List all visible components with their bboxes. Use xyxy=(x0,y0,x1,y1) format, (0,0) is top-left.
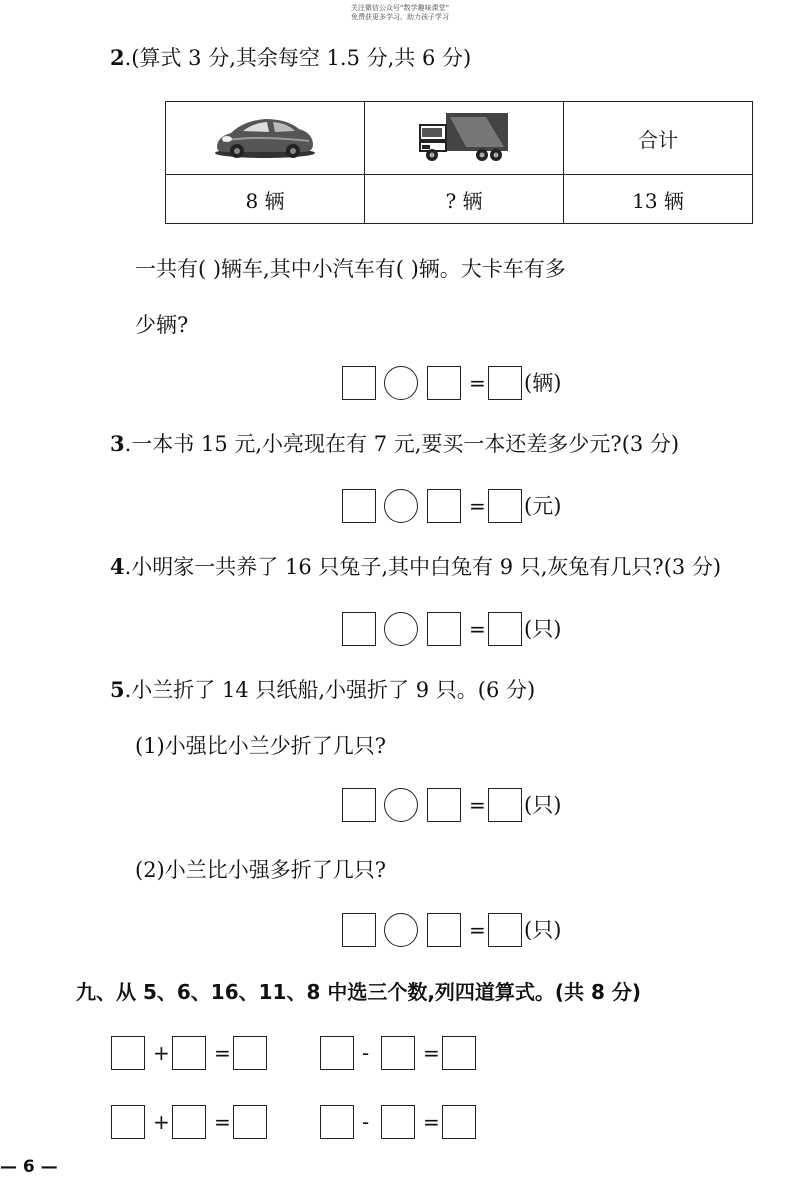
answer-box[interactable] xyxy=(427,913,461,947)
watermark-line-2: 免费获更多学习、助力孩子学习 xyxy=(351,13,449,21)
operator-circle[interactable] xyxy=(384,612,418,646)
equals-sign: = xyxy=(469,617,486,641)
equals-sign: = xyxy=(469,371,486,395)
answer-box[interactable] xyxy=(342,366,376,400)
watermark xyxy=(0,4,800,22)
answer-box[interactable] xyxy=(442,1105,476,1139)
section-9-row-1 xyxy=(0,1036,800,1070)
truck-count-cell: ? 辆 xyxy=(365,175,564,224)
answer-box[interactable] xyxy=(320,1036,354,1070)
q5-sub-1: (1)小强比小兰少折了几只? xyxy=(135,734,387,758)
q5-2-unit: (只) xyxy=(524,918,562,942)
answer-box[interactable] xyxy=(111,1036,145,1070)
q2-equation-row xyxy=(0,366,800,400)
answer-box[interactable] xyxy=(427,366,461,400)
answer-box[interactable] xyxy=(342,788,376,822)
answer-box[interactable] xyxy=(488,612,522,646)
q5-text xyxy=(110,676,535,704)
q3-equation-row xyxy=(0,489,800,523)
answer-box[interactable] xyxy=(488,913,522,947)
equals-sign: = xyxy=(423,1110,440,1134)
answer-box[interactable] xyxy=(488,366,522,400)
minus-sign: - xyxy=(362,1041,370,1065)
q3-number: 3 xyxy=(110,431,125,456)
q2-heading-text: .(算式 3 分,其余每空 1.5 分,共 6 分) xyxy=(124,46,472,70)
q3-unit: (元) xyxy=(524,494,562,518)
answer-box[interactable] xyxy=(342,913,376,947)
car-cell xyxy=(166,102,365,175)
q5-body: .小兰折了 14 只纸船,小强折了 9 只。(6 分) xyxy=(124,678,536,702)
equals-sign: = xyxy=(469,793,486,817)
answer-box[interactable] xyxy=(342,489,376,523)
q5-2-equation-row xyxy=(0,913,800,947)
answer-box[interactable] xyxy=(427,489,461,523)
total-header-cell: 合计 xyxy=(564,102,753,175)
answer-box[interactable] xyxy=(111,1105,145,1139)
answer-box[interactable] xyxy=(172,1105,206,1139)
answer-box[interactable] xyxy=(320,1105,354,1139)
equals-sign: = xyxy=(469,494,486,518)
answer-box[interactable] xyxy=(488,489,522,523)
q2-number: 2 xyxy=(110,45,125,70)
equals-sign: = xyxy=(214,1110,231,1134)
truck-image xyxy=(416,109,512,163)
q3-body: .一本书 15 元,小亮现在有 7 元,要买一本还差多少元?(3 分) xyxy=(124,432,680,456)
equals-sign: = xyxy=(423,1041,440,1065)
section-9-heading: 九、从 5、6、16、11、8 中选三个数,列四道算式。(共 8 分) xyxy=(76,980,642,1004)
answer-box[interactable] xyxy=(427,788,461,822)
q4-equation-row xyxy=(0,612,800,646)
equals-sign: = xyxy=(214,1041,231,1065)
vehicle-table xyxy=(165,101,753,224)
operator-circle[interactable] xyxy=(384,913,418,947)
plus-sign: + xyxy=(153,1110,170,1134)
minus-sign: - xyxy=(362,1110,370,1134)
q2-heading xyxy=(110,44,471,72)
q2-line-1: 一共有( )辆车,其中小汽车有( )辆。大卡车有多 xyxy=(135,257,566,281)
q5-1-unit: (只) xyxy=(524,793,562,817)
q3-text xyxy=(110,430,679,458)
q5-sub-2: (2)小兰比小强多折了几只? xyxy=(135,858,387,882)
answer-box[interactable] xyxy=(488,788,522,822)
q4-unit: (只) xyxy=(524,617,562,641)
q4-number: 4 xyxy=(110,554,125,579)
equals-sign: = xyxy=(469,918,486,942)
operator-circle[interactable] xyxy=(384,788,418,822)
watermark-line-1: 关注微信公众号“数学趣味课堂” xyxy=(350,4,450,12)
car-image xyxy=(213,111,317,161)
q5-1-equation-row xyxy=(0,788,800,822)
plus-sign: + xyxy=(153,1041,170,1065)
page-number: — 6 — xyxy=(0,1157,58,1177)
operator-circle[interactable] xyxy=(384,366,418,400)
answer-box[interactable] xyxy=(233,1036,267,1070)
answer-box[interactable] xyxy=(172,1036,206,1070)
answer-box[interactable] xyxy=(442,1036,476,1070)
q4-text xyxy=(110,553,721,581)
q5-number: 5 xyxy=(110,677,125,702)
q2-line-2: 少辆? xyxy=(135,313,189,337)
operator-circle[interactable] xyxy=(384,489,418,523)
answer-box[interactable] xyxy=(233,1105,267,1139)
answer-box[interactable] xyxy=(381,1036,415,1070)
answer-box[interactable] xyxy=(427,612,461,646)
section-9-row-2 xyxy=(0,1105,800,1139)
answer-box[interactable] xyxy=(342,612,376,646)
q2-unit: (辆) xyxy=(524,371,562,395)
total-count-cell: 13 辆 xyxy=(564,175,753,224)
q4-body: .小明家一共养了 16 只兔子,其中白兔有 9 只,灰兔有几只?(3 分) xyxy=(124,555,722,579)
truck-cell xyxy=(365,102,564,175)
car-count-cell: 8 辆 xyxy=(166,175,365,224)
answer-box[interactable] xyxy=(381,1105,415,1139)
